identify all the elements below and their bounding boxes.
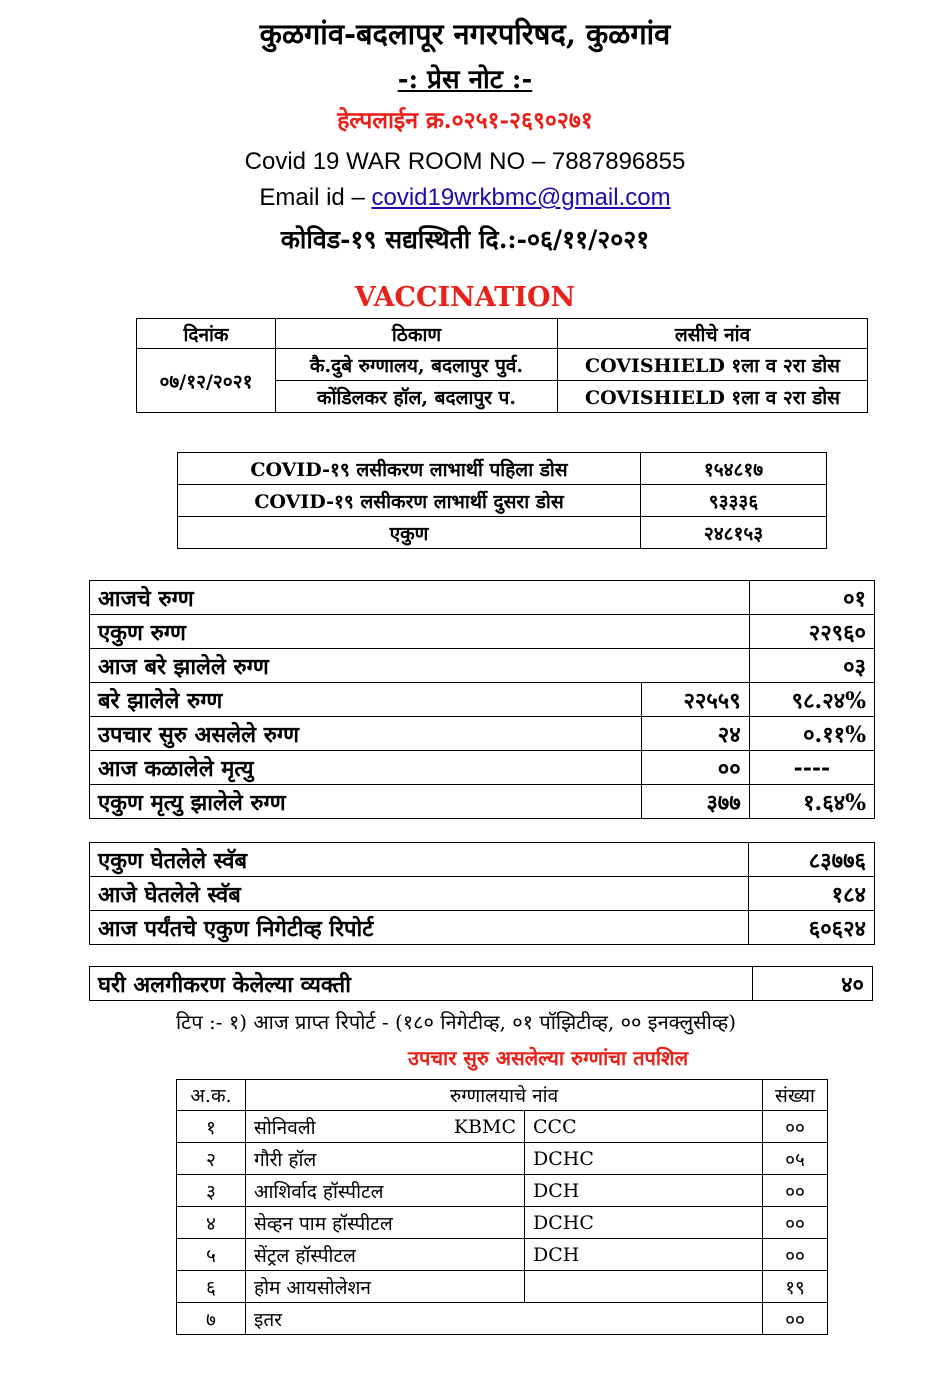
hospital-count: १९ bbox=[763, 1271, 828, 1303]
swab-label: आज पर्यंतचे एकुण निगेटीव्ह रिपोर्ट bbox=[90, 911, 749, 945]
hospital-no: ७ bbox=[177, 1303, 246, 1335]
hospital-no: ५ bbox=[177, 1239, 246, 1271]
hospital-type bbox=[525, 1271, 763, 1303]
hospital-no: १ bbox=[177, 1111, 246, 1143]
cases-table bbox=[89, 580, 875, 819]
hospital-count: ०० bbox=[763, 1175, 828, 1207]
home-isolation-table bbox=[89, 966, 873, 1001]
vaccination-place: कै.दुबे रुग्णालय, बदलापुर पुर्व. bbox=[276, 349, 558, 381]
hospital-count: ०० bbox=[763, 1111, 828, 1143]
swab-table bbox=[89, 842, 875, 945]
hospital-name: गौरी हॉल bbox=[246, 1143, 525, 1175]
swab-value: ६०६२४ bbox=[749, 911, 875, 945]
hospital-type: DCH bbox=[525, 1239, 763, 1271]
case-label: उपचार सुरु असलेले रुग्ण bbox=[90, 717, 642, 751]
case-percent: ---- bbox=[749, 751, 874, 785]
beneficiary-value: ९३३३६ bbox=[641, 485, 827, 517]
hospital-count: ०० bbox=[763, 1239, 828, 1271]
case-label: बरे झालेले रुग्ण bbox=[90, 683, 642, 717]
home-isolation-label: घरी अलगीकरण केलेल्या व्यक्ती bbox=[90, 967, 753, 1001]
beneficiary-label: COVID-१९ लसीकरण लाभार्थी पहिला डोस bbox=[178, 453, 641, 485]
vaccination-table bbox=[136, 318, 868, 413]
page-title: कुळगांव-बदलापूर नगरपरिषद, कुळगांव bbox=[259, 17, 671, 51]
hospital-table bbox=[176, 1079, 828, 1335]
hospital-org: KBMC bbox=[428, 1111, 525, 1143]
press-note-heading: -: प्रेस नोट :- bbox=[397, 65, 533, 95]
beneficiary-table bbox=[177, 452, 827, 549]
case-label: आज कळालेले मृत्यु bbox=[90, 751, 642, 785]
case-label: आजचे रुग्ण bbox=[90, 581, 750, 615]
hospital-name: सेंट्रल हॉस्पीटल bbox=[246, 1239, 525, 1271]
vaccination-vaccine: COVISHIELD १ला व २रा डोस bbox=[558, 381, 868, 413]
hospital-name: होम आयसोलेशन bbox=[246, 1271, 525, 1303]
hospital-count: ०० bbox=[763, 1207, 828, 1239]
hospital-no: ६ bbox=[177, 1271, 246, 1303]
case-count: ३७७ bbox=[642, 785, 749, 819]
case-percent: १.६४% bbox=[749, 785, 874, 819]
vaccination-place: कोंडिलकर हॉल, बदलापुर प. bbox=[276, 381, 558, 413]
hospital-name: सेव्हन पाम हॉस्पीटल bbox=[246, 1207, 525, 1239]
war-room-number: Covid 19 WAR ROOM NO – 7887896855 bbox=[244, 148, 686, 175]
beneficiary-label: एकुण bbox=[178, 517, 641, 549]
hospital-header-name: रुग्णालयाचे नांव bbox=[246, 1080, 763, 1111]
hospital-type: DCHC bbox=[525, 1207, 763, 1239]
email-line bbox=[0, 184, 930, 212]
hospital-type: DCH bbox=[525, 1175, 763, 1207]
hospital-count: ०० bbox=[763, 1303, 828, 1335]
hospital-no: २ bbox=[177, 1143, 246, 1175]
hospital-table-title: उपचार सुरु असलेल्या रुग्णांचा तपशिल bbox=[408, 1046, 689, 1070]
case-count: २४ bbox=[642, 717, 749, 751]
hospital-name: सोनिवली bbox=[246, 1111, 429, 1143]
swab-label: आजे घेतलेले स्वॅब bbox=[90, 877, 749, 911]
hospital-name: आशिर्वाद हॉस्पीटल bbox=[246, 1175, 525, 1207]
status-date: कोविड-१९ सद्यस्थिती दि.:-०६/११/२०२१ bbox=[280, 225, 650, 254]
case-count: २२५५९ bbox=[642, 683, 749, 717]
case-value: ०३ bbox=[749, 649, 874, 683]
beneficiary-label: COVID-१९ लसीकरण लाभार्थी दुसरा डोस bbox=[178, 485, 641, 517]
vaccination-title: VACCINATION bbox=[354, 282, 576, 313]
beneficiary-value: २४८१५३ bbox=[641, 517, 827, 549]
helpline-number: हेल्पलाईन क्र.०२५१-२६९०२७१ bbox=[337, 107, 593, 134]
vaccination-vaccine: COVISHIELD १ला व २रा डोस bbox=[558, 349, 868, 381]
swab-value: ८३७७६ bbox=[749, 843, 875, 877]
case-label: एकुण मृत्यु झालेले रुग्ण bbox=[90, 785, 642, 819]
case-label: एकुण रुग्ण bbox=[90, 615, 750, 649]
hospital-header-count: संख्या bbox=[763, 1080, 828, 1111]
hospital-name: इतर bbox=[246, 1303, 763, 1335]
case-count: ०० bbox=[642, 751, 749, 785]
hospital-type: CCC bbox=[525, 1111, 763, 1143]
vaccination-header-date: दिनांक bbox=[137, 319, 276, 349]
case-value: ०१ bbox=[749, 581, 874, 615]
email-link[interactable]: covid19wrkbmc@gmail.com bbox=[371, 184, 671, 211]
case-percent: ९८.२४% bbox=[749, 683, 874, 717]
home-isolation-value: ४० bbox=[753, 967, 873, 1001]
case-value: २२९६० bbox=[749, 615, 874, 649]
swab-value: १८४ bbox=[749, 877, 875, 911]
case-percent: ०.११% bbox=[749, 717, 874, 751]
swab-label: एकुण घेतलेले स्वॅब bbox=[90, 843, 749, 877]
hospital-count: ०५ bbox=[763, 1143, 828, 1175]
hospital-no: ४ bbox=[177, 1207, 246, 1239]
hospital-type: DCHC bbox=[525, 1143, 763, 1175]
hospital-header-no: अ.क. bbox=[177, 1080, 246, 1111]
beneficiary-value: १५४८१७ bbox=[641, 453, 827, 485]
hospital-no: ३ bbox=[177, 1175, 246, 1207]
report-note: टिप :- १) आज प्राप्त रिपोर्ट - (१८० निगेटीव्ह, ०१ पॉझिटीव्ह, ०० इनक्लुसीव्ह) bbox=[176, 1010, 737, 1034]
case-label: आज बरे झालेले रुग्ण bbox=[90, 649, 750, 683]
vaccination-header-vaccine: लसीचे नांव bbox=[558, 319, 868, 349]
email-label: Email id – bbox=[259, 184, 372, 211]
vaccination-header-place: ठिकाण bbox=[276, 319, 558, 349]
vaccination-date: ०७/१२/२०२१ bbox=[137, 349, 276, 413]
